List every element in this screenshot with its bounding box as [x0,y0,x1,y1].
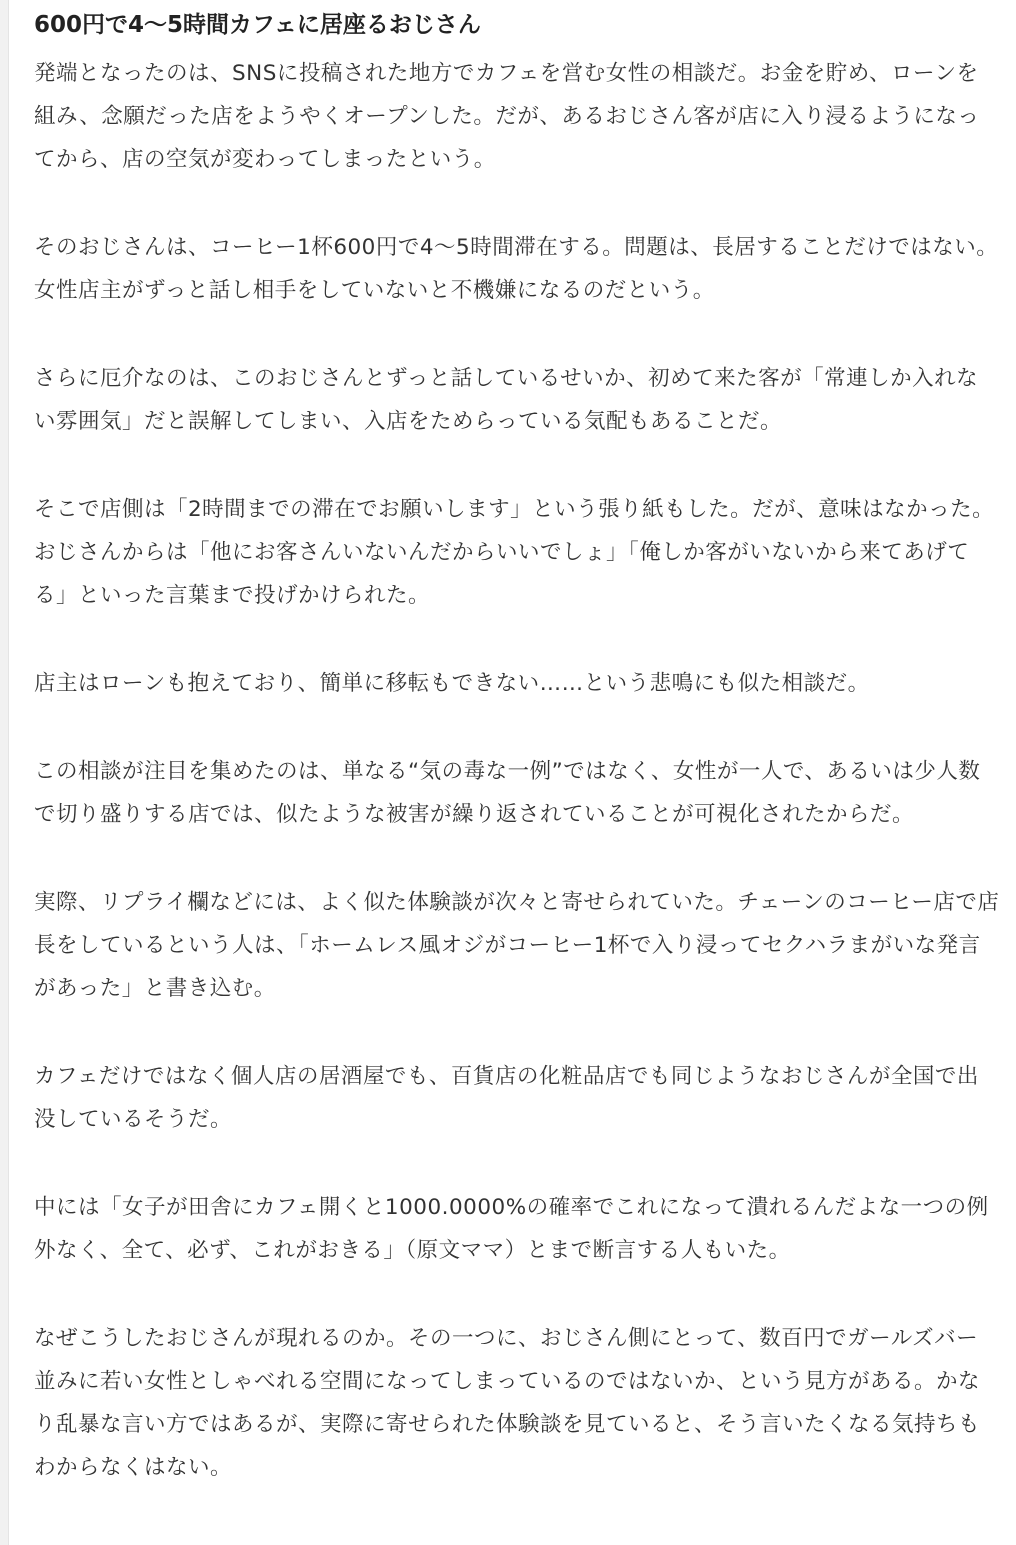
paragraph-1: 発端となったのは、SNSに投稿された地方でカフェを営む女性の相談だ。お金を貯め、ローンを組み、念願だった店をようやくオープンした。だが、あるおじさん客が店に入り浸るようになってから、店の空気が変わってしまったという。 [34,61,980,172]
paragraph-2: そのおじさんは、コーヒー1杯600円で4〜5時間滞在する。問題は、長居することだけではない。女性店主がずっと話し相手をしていないと不機嫌になるのだという。 [34,235,999,303]
paragraph-7: 実際、リプライ欄などには、よく似た体験談が次々と寄せられていた。チェーンのコーヒー店で店長をしているという人は、「ホームレス風オジがコーヒー1杯で入り浸ってセクハラまがいな発言があった」と書き込む。 [34,890,1000,1001]
section-heading: 600円で4〜5時間カフェに居座るおじさん [34,12,481,38]
paragraph-5: 店主はローンも抱えており、簡単に移転もできない……という悲鳴にも似た相談だ。 [34,671,870,696]
paragraph-8: カフェだけではなく個人店の居酒屋でも、百貨店の化粧品店でも同じようなおじさんが全国で出没しているそうだ。 [34,1064,979,1132]
article-body [34,6,1000,1534]
paragraph-9: 中には「女子が田舎にカフェ開くと1000.0000%の確率でこれになって潰れるんだよな一つの例外なく、全て、必ず、これがおきる」（原文ママ）とまで断言する人もいた。 [34,1195,989,1263]
left-border [0,0,9,1545]
paragraph-4: そこで店側は「2時間までの滞在でお願いします」という張り紙もした。だが、意味はなかった。おじさんからは「他にお客さんいないんだからいいでしょ」「俺しか客がいないから来てあげてる」といった言葉まで投げかけられた。 [34,497,995,608]
paragraph-10: なぜこうしたおじさんが現れるのか。その一つに、おじさん側にとって、数百円でガールズバー並みに若い女性としゃべれる空間になってしまっているのではないか、という見方がある。かなり乱暴な言い方ではあるが、実際に寄せられた体験談を見ていると、そう言いたくなる気持ちもわからなくはない。 [34,1326,981,1480]
paragraph-6: この相談が注目を集めたのは、単なる“気の毒な一例”ではなく、女性が一人で、あるいは少人数で切り盛りする店では、似たような被害が繰り返されていることが可視化されたからだ。 [34,759,981,827]
paragraph-3: さらに厄介なのは、このおじさんとずっと話しているせいか、初めて来た客が「常連しか入れない雰囲気」だと誤解してしまい、入店をためらっている気配もあることだ。 [34,366,979,434]
